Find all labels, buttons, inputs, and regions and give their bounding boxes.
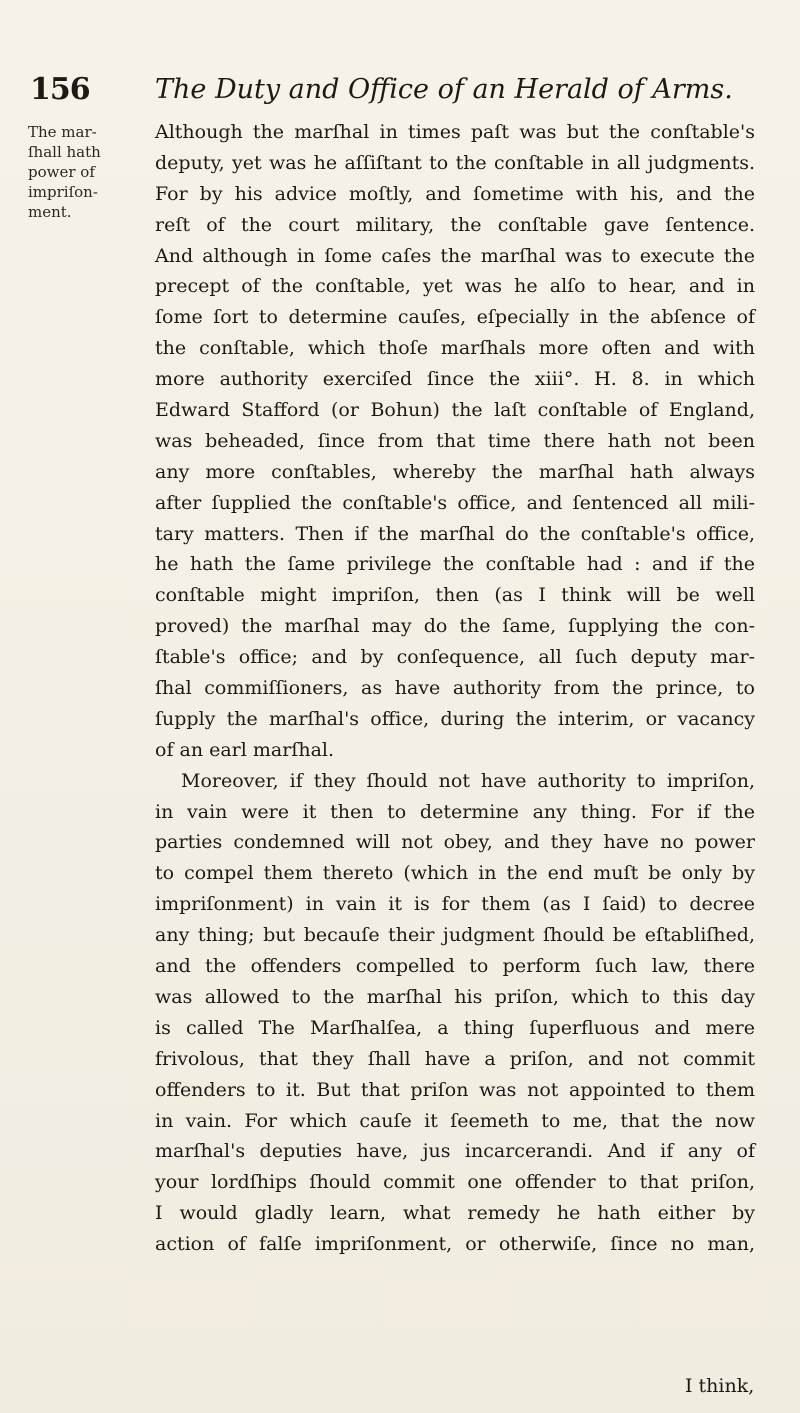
- text-line: in vain. For which cauſe it ſeemeth to me, that the now: [155, 1109, 755, 1132]
- text-line: proved) the marſhal may do the ſame, ſupplying the con-: [155, 615, 755, 638]
- text-line: in vain were it then to determine any thing. For if the: [155, 800, 755, 823]
- text-line: Although the marſhal in times paſt was but the conſtable's: [155, 121, 755, 143]
- text-line: deputy, yet was he aſſiſtant to the conſtable in all judgments.: [155, 151, 755, 174]
- running-title: The Duty and Office of an Herald of Arms.: [155, 74, 733, 105]
- text-line: after ſupplied the conſtable's office, and ſentenced all mili-: [155, 491, 755, 514]
- text-line: ſome ſort to determine cauſes, eſpecially in the abſence of: [155, 306, 755, 329]
- text-line: Edward Stafford (or Bohun) the laſt conſtable of England,: [155, 399, 755, 422]
- margin-note: [28, 122, 128, 222]
- text-line: he hath the ſame privilege the conſtable had : and if the: [155, 553, 755, 576]
- text-line: more authority exerciſed ſince the xiii°. H. 8. in which: [155, 368, 755, 391]
- text-line: ſupply the marſhal's office, during the interim, or vacancy: [155, 707, 755, 730]
- text-line: reſt of the court military, the conſtable gave ſentence.: [155, 213, 755, 236]
- text-line: the conſtable, which thoſe marſhals more often and with: [155, 337, 755, 360]
- text-line: ſtable's office; and by conſequence, all ſuch deputy mar-: [155, 646, 755, 669]
- text-line: of an earl marſhal.: [155, 738, 335, 761]
- text-line: ſhal commiſſioners, as have authority from the prince, to: [155, 677, 755, 700]
- text-line: frivolous, that they ſhall have a priſon, and not commit: [155, 1047, 755, 1070]
- text-line: to compel them thereto (which in the end muſt be only by: [155, 862, 755, 885]
- text-line: precept of the conſtable, yet was he alſo to hear, and in: [155, 275, 755, 298]
- text-line: conſtable might impriſon, then (as I think will be well: [155, 584, 755, 607]
- text-line: offenders to it. But that priſon was not appointed to them: [155, 1078, 755, 1101]
- text-line: any thing; but becauſe their judgment ſhould be eſtabliſhed,: [155, 924, 755, 947]
- text-line: was allowed to the marſhal his priſon, which to this day: [155, 985, 755, 1008]
- text-line: I would gladly learn, what remedy he hath either by: [155, 1202, 755, 1225]
- page-number: 156: [30, 72, 90, 107]
- text-line: marſhal's deputies have, jus incarcerandi. And if any of: [155, 1140, 755, 1163]
- text-line: action of falſe impriſonment, or otherwiſe, ſince no man,: [155, 1233, 755, 1256]
- body-text: [155, 117, 755, 1260]
- text-line: is called The Marſhalſea, a thing ſuperfluous and mere: [155, 1016, 755, 1039]
- text-line: impriſonment) in vain it is for them (as I ſaid) to decree: [155, 893, 755, 916]
- text-line: your lordſhips ſhould commit one offender to that priſon,: [155, 1171, 755, 1194]
- text-line: was beheaded, ſince from that time there hath not been: [155, 429, 755, 452]
- text-line: For by his advice moſtly, and ſometime with his, and the: [155, 182, 755, 205]
- text-line: tary matters. Then if the marſhal do the conſtable's office,: [155, 522, 755, 545]
- margin-note-text: The mar- ſhall hath power of impriſon- ment.: [28, 123, 101, 221]
- text-line: Moreover, if they ſhould not have authority to impriſon,: [181, 769, 755, 792]
- text-line: and the offenders compelled to perform ſuch law, there: [155, 955, 755, 978]
- page-header: [0, 72, 800, 112]
- text-line: any more conſtables, whereby the marſhal hath always: [155, 460, 755, 483]
- catchword: I think,: [685, 1375, 755, 1397]
- text-line: And although in ſome caſes the marſhal was to execute the: [155, 244, 755, 267]
- text-line: parties condemned will not obey, and they have no power: [155, 831, 755, 854]
